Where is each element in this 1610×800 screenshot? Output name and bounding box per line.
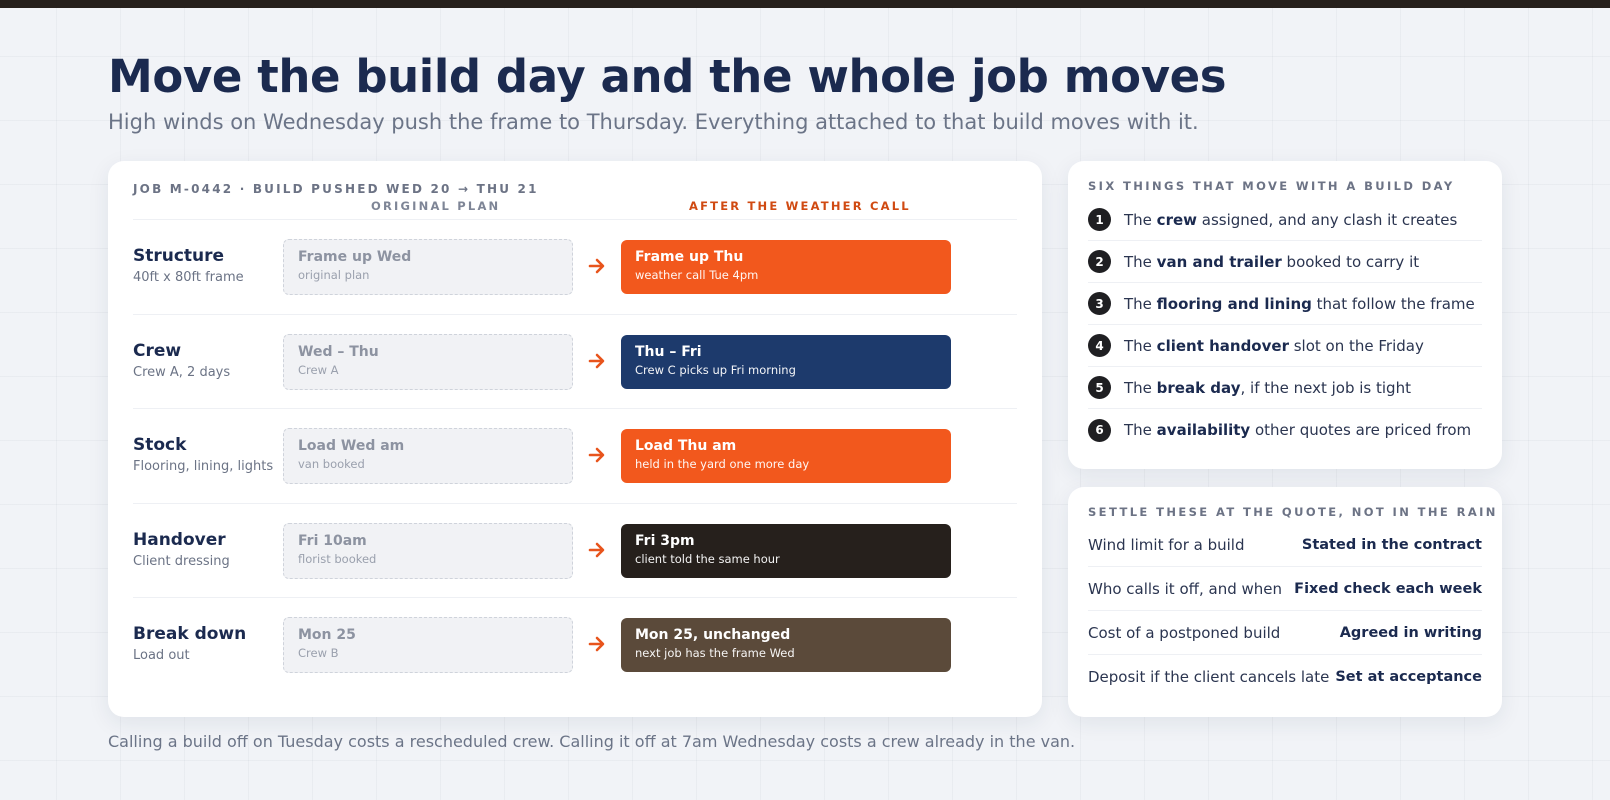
original-plan-box <box>283 239 573 295</box>
six-things-item <box>1088 409 1482 451</box>
arrow-right-icon <box>588 254 606 278</box>
original-plan-value: Mon 25 <box>298 627 356 643</box>
item-text-bold: flooring and lining <box>1156 294 1312 313</box>
schedule-row <box>133 409 1017 504</box>
after-weather-call-box <box>621 524 951 578</box>
after-note: next job has the frame Wed <box>635 646 795 660</box>
item-text <box>1124 211 1457 229</box>
item-text <box>1124 295 1475 313</box>
page-title: Move the build day and the whole job moves <box>108 50 1227 103</box>
arrow-right-icon <box>588 538 606 562</box>
number-badge: 3 <box>1088 292 1111 315</box>
column-header-after: AFTER THE WEATHER CALL <box>689 199 911 213</box>
schedule-row <box>133 315 1017 410</box>
settle-value: Agreed in writing <box>1339 624 1482 641</box>
after-note: held in the yard one more day <box>635 457 810 471</box>
item-text-bold: availability <box>1156 421 1251 439</box>
item-text-pre: The <box>1124 336 1157 355</box>
original-plan-value: Fri 10am <box>298 532 367 549</box>
arrow-right-icon <box>588 349 606 373</box>
settle-card <box>1068 487 1502 717</box>
six-things-item <box>1088 325 1482 367</box>
settle-row <box>1088 611 1482 655</box>
arrow-right-icon <box>588 443 606 467</box>
after-weather-call-box <box>621 618 951 672</box>
settle-row <box>1088 523 1482 567</box>
page-subtitle: High winds on Wednesday push the frame to Thursday. Everything attached to that build moves with it. <box>108 110 1199 134</box>
column-header-original: ORIGINAL PLAN <box>371 199 501 213</box>
six-things-list <box>1088 199 1482 451</box>
six-things-card <box>1068 161 1502 469</box>
item-text-bold: client handover <box>1156 336 1289 355</box>
item-text-pre: The <box>1124 294 1157 313</box>
settle-value: Fixed check each week <box>1294 580 1482 597</box>
original-plan-note: original plan <box>298 268 370 282</box>
original-plan-note: Crew A <box>298 362 339 377</box>
item-text-post: booked to carry it <box>1281 252 1420 271</box>
schedule-row <box>133 504 1017 599</box>
item-text-bold: van and trailer <box>1156 252 1282 271</box>
item-text-post: , if the next job is tight <box>1240 378 1411 397</box>
original-plan-value: Frame up Wed <box>298 249 412 265</box>
item-text-post: that follow the frame <box>1311 294 1475 313</box>
row-title: Stock <box>133 435 187 455</box>
after-value: Mon 25, unchanged <box>635 627 791 643</box>
row-subtitle: 40ft x 80ft frame <box>133 270 244 285</box>
job-label: JOB M-0442 · BUILD PUSHED WED 20 → THU 21 <box>133 182 539 196</box>
row-title: Handover <box>133 529 226 550</box>
after-value: Load Thu am <box>635 438 737 454</box>
after-value: Thu – Fri <box>635 343 702 360</box>
settle-row <box>1088 567 1482 611</box>
item-text-post: other quotes are priced from <box>1250 421 1472 439</box>
number-badge: 4 <box>1088 334 1111 357</box>
settle-list <box>1088 523 1482 699</box>
schedule-row <box>133 220 1017 315</box>
number-badge: 6 <box>1088 419 1111 442</box>
item-text-post: assigned, and any clash it creates <box>1197 210 1458 229</box>
row-title: Structure <box>133 246 225 266</box>
settle-label: SETTLE THESE AT THE QUOTE, NOT IN THE RAIN <box>1088 505 1498 519</box>
item-text-pre: The <box>1124 252 1157 271</box>
row-title: Crew <box>133 340 182 361</box>
six-things-item <box>1088 199 1482 241</box>
number-badge: 5 <box>1088 376 1111 399</box>
job-schedule-card <box>108 161 1042 717</box>
settle-value: Stated in the contract <box>1301 536 1482 553</box>
original-plan-note: florist booked <box>298 551 377 566</box>
item-text-bold: break day <box>1156 378 1241 397</box>
settle-key: Cost of a postponed build <box>1088 623 1281 642</box>
item-text-pre: The <box>1124 210 1157 229</box>
column-headers <box>133 196 1017 220</box>
after-weather-call-box <box>621 335 951 389</box>
number-badge: 2 <box>1088 250 1111 273</box>
row-subtitle: Flooring, lining, lights <box>133 459 274 474</box>
settle-key: Wind limit for a build <box>1088 535 1245 554</box>
item-text <box>1124 253 1419 271</box>
six-things-label: SIX THINGS THAT MOVE WITH A BUILD DAY <box>1088 179 1455 193</box>
six-things-item <box>1088 367 1482 409</box>
original-plan-note: Crew B <box>298 646 339 660</box>
row-subtitle: Crew A, 2 days <box>133 364 231 380</box>
six-things-item <box>1088 241 1482 283</box>
after-weather-call-box <box>621 240 951 294</box>
item-text-pre: The <box>1124 421 1157 439</box>
original-plan-box <box>283 428 573 484</box>
item-text-post: slot on the Friday <box>1288 336 1424 355</box>
after-note: Crew C picks up Fri morning <box>635 362 796 377</box>
after-note: weather call Tue 4pm <box>635 268 759 282</box>
original-plan-value: Wed – Thu <box>298 343 379 360</box>
item-text <box>1124 379 1411 397</box>
after-weather-call-box <box>621 429 951 483</box>
top-bar <box>0 0 1610 8</box>
number-badge: 1 <box>1088 208 1111 231</box>
original-plan-box <box>283 617 573 673</box>
original-plan-value: Load Wed am <box>298 438 405 454</box>
after-note: client told the same hour <box>635 551 780 566</box>
after-value: Fri 3pm <box>635 532 695 549</box>
settle-row <box>1088 655 1482 699</box>
row-subtitle: Client dressing <box>133 553 230 569</box>
original-plan-box <box>283 523 573 579</box>
settle-value: Set at acceptance <box>1335 669 1482 685</box>
item-text-pre: The <box>1124 378 1157 397</box>
item-text <box>1124 337 1424 355</box>
row-title: Break down <box>133 624 247 644</box>
schedule-rows <box>133 220 1017 693</box>
original-plan-box <box>283 334 573 390</box>
item-text <box>1124 421 1471 439</box>
item-text-bold: crew <box>1156 210 1197 229</box>
arrow-right-icon <box>588 632 606 656</box>
original-plan-note: van booked <box>298 457 365 471</box>
row-subtitle: Load out <box>133 648 190 663</box>
settle-key: Who calls it off, and when <box>1088 579 1283 598</box>
settle-key: Deposit if the client cancels late <box>1088 668 1330 686</box>
six-things-item <box>1088 283 1482 325</box>
footer-note: Calling a build off on Tuesday costs a rescheduled crew. Calling it off at 7am Wednesday costs a crew already in the van. <box>108 732 1076 751</box>
after-value: Frame up Thu <box>635 249 744 265</box>
schedule-row <box>133 598 1017 693</box>
